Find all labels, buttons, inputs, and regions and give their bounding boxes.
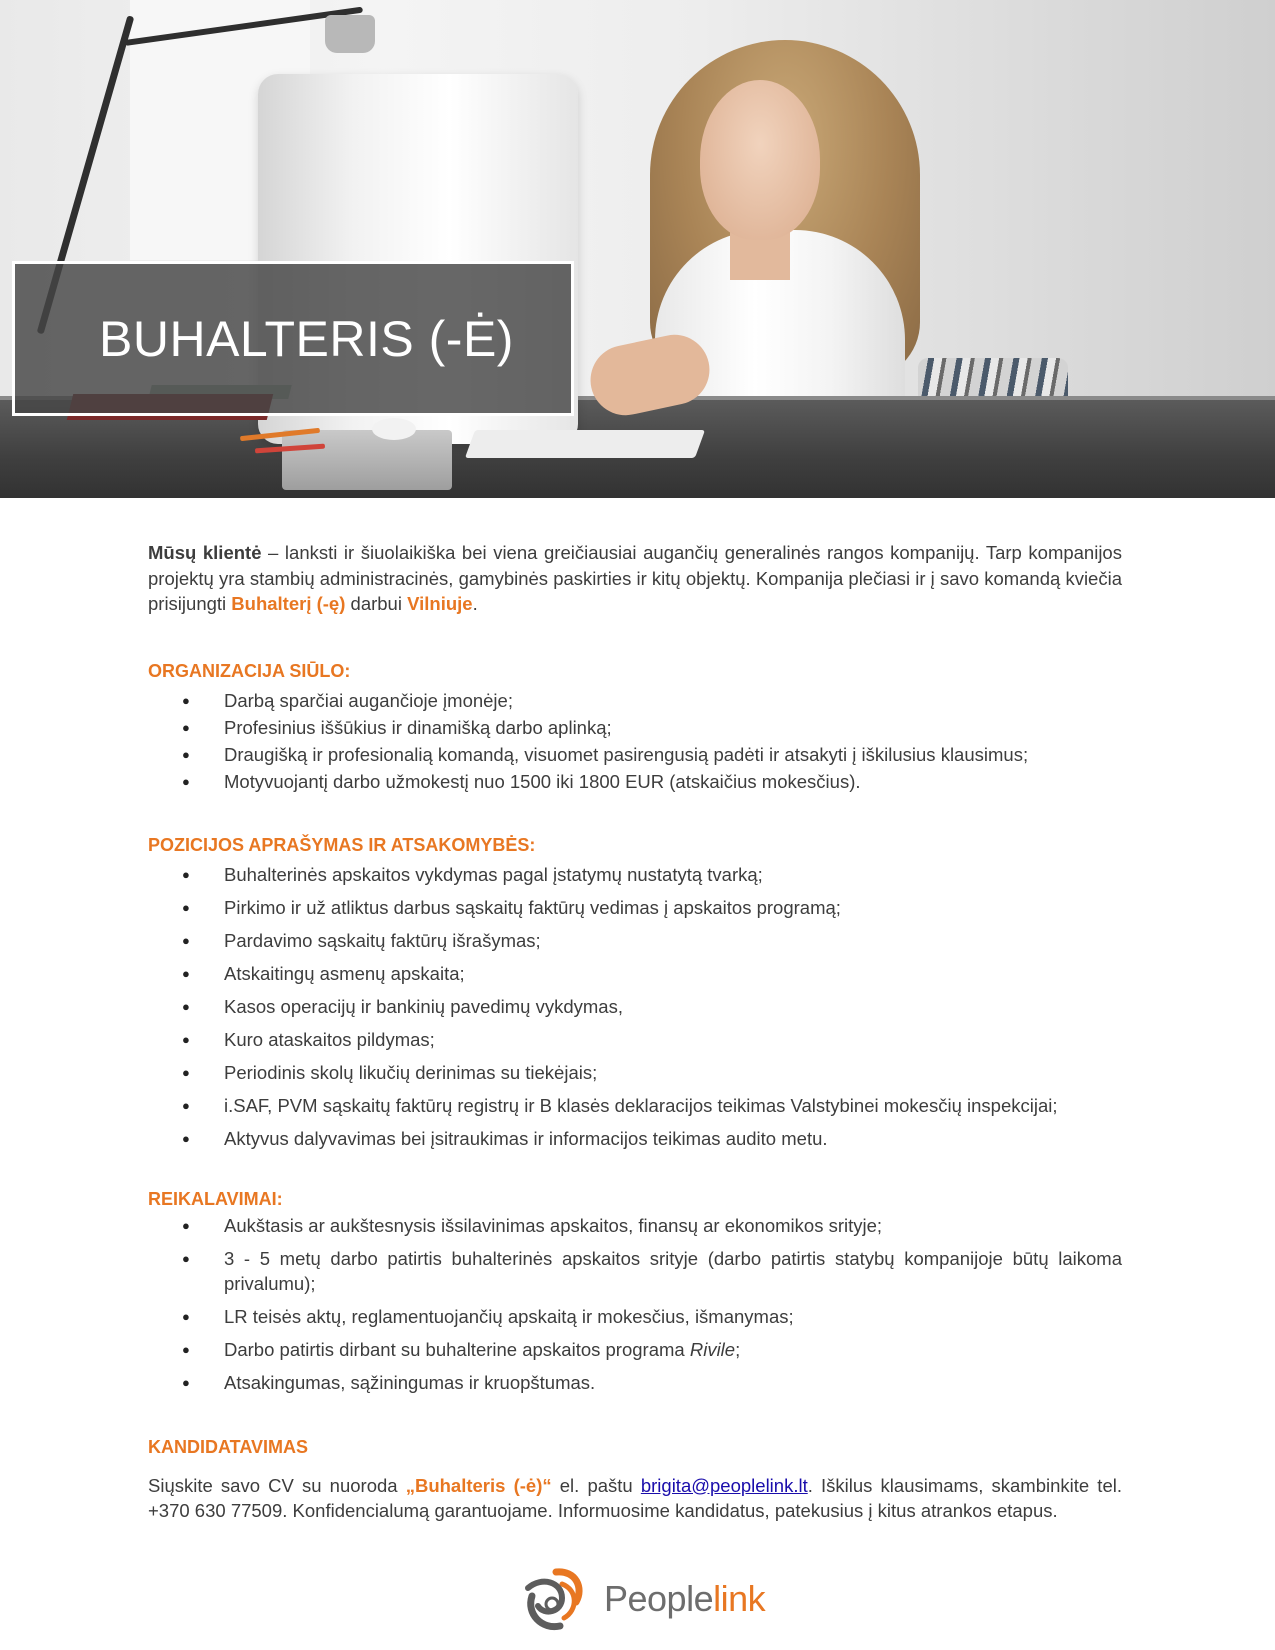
list-item: ● Draugišką ir profesionalią komandą, visuomet pasirengusią padėti ir atsakyti į iškilusius klausimus; xyxy=(148,742,1122,767)
logo-wordmark xyxy=(604,1578,765,1620)
list-item: ● Kuro ataskaitos pildymas; xyxy=(148,1027,1122,1052)
duties-heading: POZICIJOS APRAŠYMAS IR ATSAKOMYBĖS: xyxy=(148,834,536,855)
city-name: Vilniuje xyxy=(407,593,473,614)
client-label: Mūsų klientė xyxy=(148,542,262,563)
logo-text-link: link xyxy=(713,1578,766,1619)
list-item: ● Darbą sparčiai augančioje įmonėje; xyxy=(148,688,1122,713)
duties-section xyxy=(148,833,1122,1151)
list-item: ● i.SAF, PVM sąskaitų faktūrų registrų ir B klasės deklaracijos teikimas Valstybinei mokesčių inspekcijai; xyxy=(148,1093,1122,1118)
list-item: ● 3 - 5 metų darbo patirtis buhalterinės apskaitos srityje (darbo patirtis statybų kompanijoje būtų laikoma privalumu); xyxy=(148,1246,1122,1296)
computer-mouse xyxy=(372,418,416,440)
rivile-program: Rivile xyxy=(689,1338,736,1360)
apply-reference: „Buhalteris (-ė)“ xyxy=(405,1474,552,1496)
list-item: ● Atsakingumas, sąžiningumas ir kruopštumas. xyxy=(148,1370,1122,1395)
list-item: ● Aktyvus dalyvavimas bei įsitraukimas ir informacijos teikimas audito metu. xyxy=(148,1126,1122,1151)
offers-list xyxy=(148,688,1122,794)
apply-text-2: el. paštu xyxy=(551,1474,641,1496)
intro-text-3: . xyxy=(472,593,478,614)
list-item: ● Pirkimo ir už atliktus darbus sąskaitų faktūrų vedimas į apskaitos programą; xyxy=(148,895,1122,920)
list-item: ● Profesinius iššūkius ir dinamišką darbo aplinką; xyxy=(148,715,1122,740)
list-item: ● Pardavimo sąskaitų faktūrų išrašymas; xyxy=(148,928,1122,953)
person-face xyxy=(700,80,820,240)
keyboard xyxy=(465,430,705,458)
rivile-suffix: ; xyxy=(735,1338,741,1360)
list-item xyxy=(148,1337,1122,1362)
offers-section xyxy=(148,659,1122,794)
rivile-prefix: Darbo patirtis dirbant su buhalterine apskaitos programa xyxy=(224,1338,690,1360)
monitor-stand xyxy=(282,430,452,490)
peoplelink-logo-icon xyxy=(518,1566,594,1636)
apply-text-3: . Iškilus klausimams, skambinkite tel. +370 630 77509. Konfidencialumą garantuojame. Informuosime kandidatus, patekusius į kitus atrankos etapus. xyxy=(148,1474,1122,1521)
requirements-heading: REIKALAVIMAI: xyxy=(148,1188,283,1209)
title-banner xyxy=(12,261,574,416)
list-item: ● Motyvuojantį darbo užmokestį nuo 1500 iki 1800 EUR (atskaičius mokesčius). xyxy=(148,769,1122,794)
intro-paragraph xyxy=(148,540,1122,617)
hero-photo xyxy=(0,0,1275,498)
requirements-list xyxy=(148,1213,1122,1395)
job-ad-content xyxy=(148,540,1122,1523)
apply-paragraph xyxy=(148,1473,1122,1523)
list-item: ● LR teisės aktų, reglamentuojančių apskaitą ir mokesčius, išmanymas; xyxy=(148,1304,1122,1329)
position-name: Buhalterį (-ę) xyxy=(231,593,346,614)
list-item: ● Aukštasis ar aukštesnysis išsilavinimas apskaitos, finansų ar ekonomikos srityje; xyxy=(148,1213,1122,1238)
list-item: ● Buhalterinės apskaitos vykdymas pagal įstatymų nustatytą tvarką; xyxy=(148,862,1122,887)
offers-heading: ORGANIZACIJA SIŪLO: xyxy=(148,660,351,681)
logo-text-people: People xyxy=(604,1578,714,1619)
lamp-head xyxy=(325,15,375,53)
requirements-section xyxy=(148,1187,1122,1395)
apply-section xyxy=(148,1435,1122,1523)
email-link[interactable]: brigita@peoplelink.lt xyxy=(640,1474,808,1496)
intro-text-2: darbui xyxy=(345,593,408,614)
list-item: ● Periodinis skolų likučių derinimas su tiekėjais; xyxy=(148,1060,1122,1085)
apply-text-1: Siųskite savo CV su nuoroda xyxy=(148,1474,406,1496)
list-item: ● Kasos operacijų ir bankinių pavedimų vykdymas, xyxy=(148,994,1122,1019)
intro-text-1: – lanksti ir šiuolaikiška bei viena greičiausiai augančių generalinės rangos kompanijų. Tarp kompanijos projektų yra stambių administracinės, gamybinės paskirties ir kitų objektų. Kompanija plečiasi ir į savo komandą kviečia prisijungti xyxy=(148,542,1122,614)
duties-list xyxy=(148,862,1122,1151)
list-item: ● Atskaitingų asmenų apskaita; xyxy=(148,961,1122,986)
job-title: BUHALTERIS (-Ė) xyxy=(99,311,514,367)
apply-heading: KANDIDATAVIMAS xyxy=(148,1436,308,1457)
peoplelink-logo xyxy=(518,1566,766,1636)
